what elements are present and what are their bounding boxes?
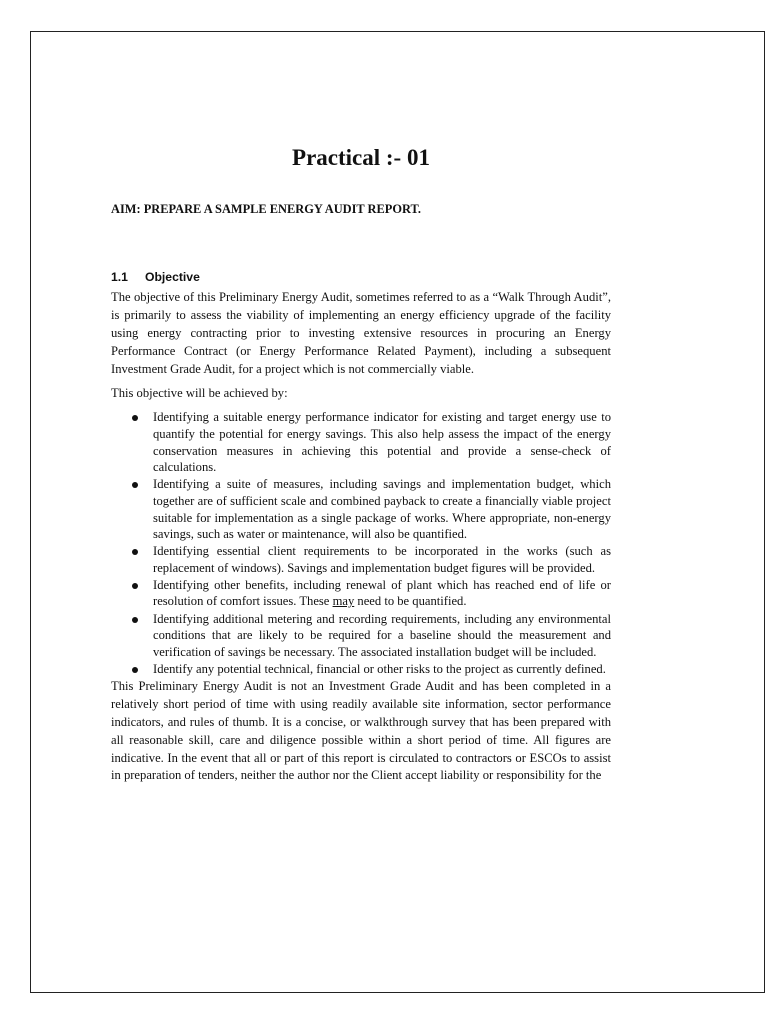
aim-statement: AIM: PREPARE A SAMPLE ENERGY AUDIT REPORT. — [111, 202, 421, 216]
list-item — [111, 611, 611, 661]
list-item — [111, 409, 611, 475]
list-item — [111, 577, 611, 610]
achievement-intro: This objective will be achieved by: — [111, 385, 288, 400]
list-item-text: Identifying additional metering and recording requirements, including any environmental conditions that are likely to be required for a baseline should the measurement and verification of savings be necessary. The associated installation budget will be included. — [153, 611, 611, 659]
bullet-icon — [132, 549, 138, 555]
list-item-text-after: need to be quantified. — [354, 594, 467, 609]
section-heading — [111, 269, 611, 285]
section-title: Objective — [145, 270, 200, 284]
list-item-text: Identifying a suitable energy performance indicator for existing and target energy use to quantify the potential for energy savings. This also help assess the impact of the energy conservation measures in achieving this potential and provide a sense-check of calculations. — [153, 410, 611, 475]
bullet-icon — [132, 583, 138, 589]
bullet-icon — [132, 415, 138, 421]
objective-paragraph: The objective of this Preliminary Energy Audit, sometimes referred to as a “Walk Through Audit”, is primarily to assess the viability of implementing an energy efficiency upgrade of the facility using energy contracting prior to investing extensive resources in procuring an Energy Performance Contract (or Energy Performance Related Payment), including a subsequent Investment Grade Audit, for a project which is not commercially viable. — [111, 290, 611, 376]
list-item-text: Identifying essential client requirements to be incorporated in the works (such as replacement of windows). Savings and implementation budget figures will be provided. — [153, 544, 611, 575]
list-item — [111, 661, 611, 678]
underlined-word: may — [332, 594, 355, 609]
objective-list — [111, 409, 611, 677]
list-item-text: Identifying a suite of measures, including savings and implementation budget, which together are of sufficient scale and combined payback to create a financially viable project suitable for implementation as a single package of works. Where appropriate, non-energy savings, such as water or maintenance, will also be quantified. — [153, 477, 611, 542]
bullet-icon — [132, 482, 138, 488]
list-item — [111, 476, 611, 542]
section-number: 1.1 — [111, 270, 128, 284]
list-item — [111, 543, 611, 576]
disclaimer-paragraph: This Preliminary Energy Audit is not an Investment Grade Audit and has been completed in a relatively short period of time with using readily available site information, sector performance indicators, and rules of thumb. It is a concise, or walkthrough survey that has been prepared with all reasonable skill, care and diligence possible within a short period of time. All figures are indicative. In the event that all or part of this report is circulated to contractors or ESCOs to assist in preparation of tenders, neither the author nor the Client accept liability or responsibility for the — [111, 678, 611, 783]
list-item-text — [153, 578, 611, 609]
page-title: Practical :- 01 — [292, 145, 430, 170]
list-item-text: Identify any potential technical, financial or other risks to the project as currently defined. — [153, 661, 606, 676]
list-item-text-before: Identifying other benefits, including renewal of plant which has reached end of life or resolution of comfort issues. These — [153, 577, 611, 609]
document-body — [111, 140, 611, 785]
bullet-icon — [132, 667, 138, 673]
bullet-icon — [132, 617, 138, 623]
